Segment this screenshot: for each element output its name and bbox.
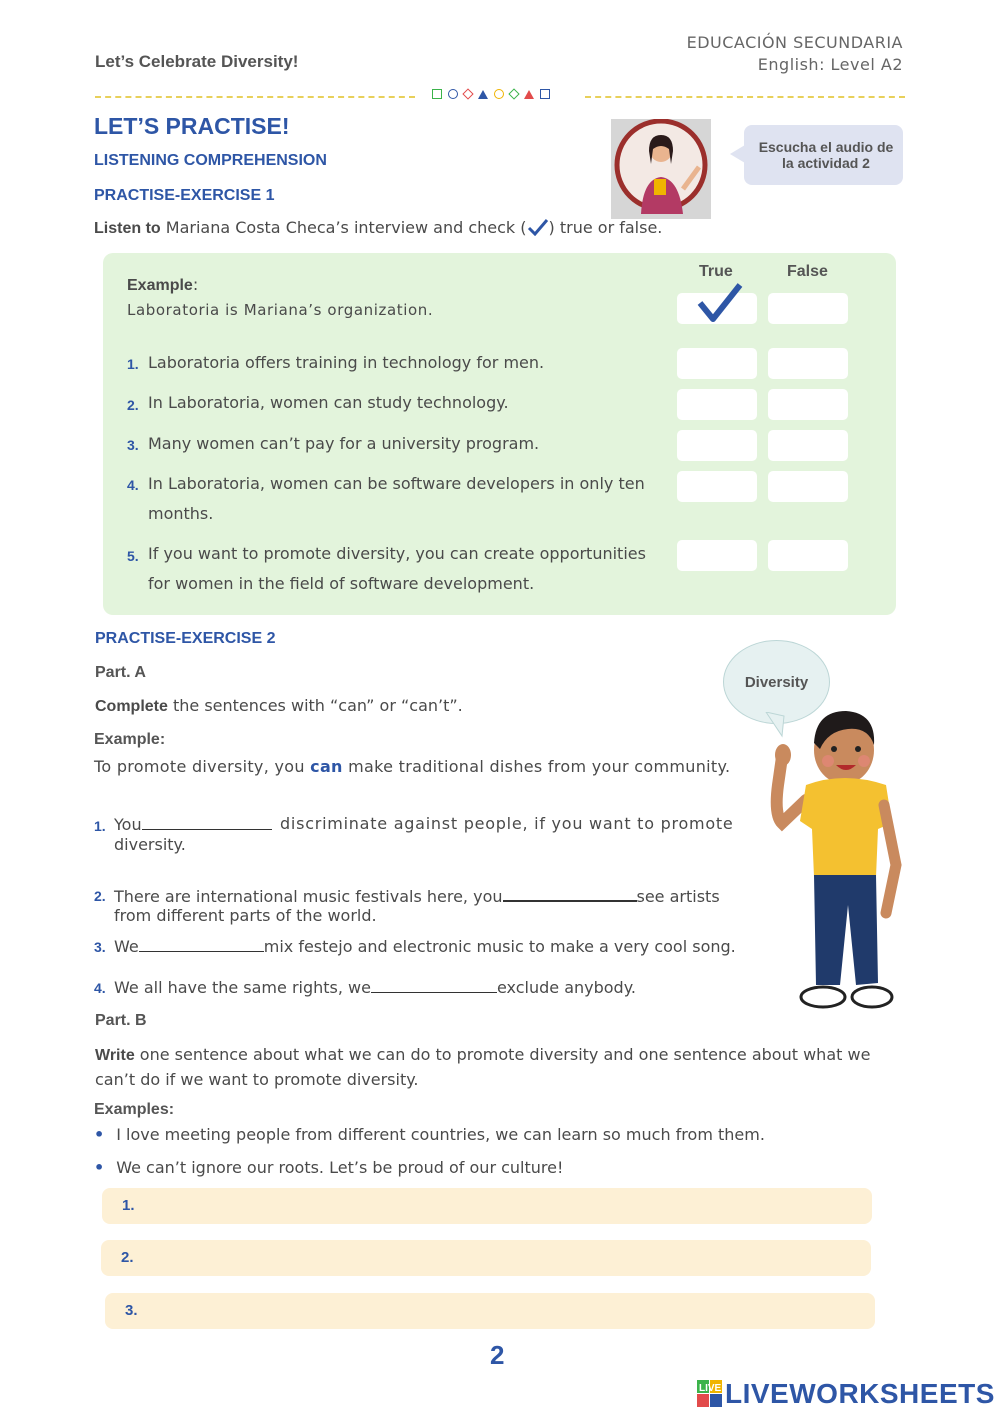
bubble-tail bbox=[730, 145, 745, 163]
answer-field-3[interactable]: 3. bbox=[105, 1293, 875, 1329]
q3-true-box[interactable] bbox=[677, 430, 757, 461]
q4-false-box[interactable] bbox=[768, 471, 848, 502]
exercise1-heading: PRACTISE-EXERCISE 1 bbox=[94, 187, 275, 204]
level-bottom: English: Level A2 bbox=[757, 55, 903, 74]
document-title: Let’s Celebrate Diversity! bbox=[95, 52, 299, 71]
page-number: 2 bbox=[490, 1340, 505, 1370]
col-true-header: True bbox=[699, 263, 733, 280]
example-true-box bbox=[677, 293, 757, 324]
q4-text-line1: In Laboratoria, women can be software developers in only ten bbox=[148, 474, 645, 493]
circle-shape-icon bbox=[448, 89, 458, 99]
bullet-icon: • bbox=[94, 1158, 105, 1177]
header-divider-left bbox=[95, 96, 415, 98]
square-shape-icon bbox=[432, 89, 442, 99]
boy-illustration bbox=[768, 705, 908, 1020]
partA-example-sentence: To promote diversity, you can make traditional dishes from your community. bbox=[94, 757, 731, 776]
example-label: Example: bbox=[127, 275, 199, 294]
blank-2[interactable] bbox=[503, 884, 637, 902]
triangle-shape-icon bbox=[524, 90, 534, 99]
blank-1[interactable] bbox=[142, 813, 272, 830]
circle-shape-icon bbox=[494, 89, 504, 99]
partB-instruction: Write one sentence about what we can do to promote diversity and one sentence about what we can’t do if we want to promote diversity. bbox=[95, 1045, 871, 1089]
q1-text: Laboratoria offers training in technology for men. bbox=[148, 353, 545, 372]
partA-item3-number: 3. bbox=[94, 939, 106, 955]
partA-item2-number: 2. bbox=[94, 888, 106, 904]
liveworksheets-brand: LIVEWORKSHEETS bbox=[725, 1378, 995, 1409]
partA-label: Part. A bbox=[95, 664, 146, 681]
partB-label: Part. B bbox=[95, 1012, 147, 1029]
q5-text-line2: for women in the field of software development. bbox=[148, 574, 535, 593]
level-info bbox=[687, 32, 903, 76]
q4-text-line2: months. bbox=[148, 504, 214, 523]
q1-false-box[interactable] bbox=[768, 348, 848, 379]
section-subheading: LISTENING COMPREHENSION bbox=[94, 152, 327, 169]
decorative-shapes bbox=[432, 89, 550, 99]
logo-letter-l: LIVE bbox=[699, 1383, 722, 1394]
example-false-box bbox=[768, 293, 848, 324]
section-heading: LET’S PRACTISE! bbox=[94, 113, 290, 139]
q2-false-box[interactable] bbox=[768, 389, 848, 420]
partA-item4-number: 4. bbox=[94, 980, 106, 996]
header-divider-right bbox=[585, 96, 905, 98]
exercise2-heading: PRACTISE-EXERCISE 2 bbox=[95, 630, 276, 647]
partB-example-1: • I love meeting people from different countries, we can learn so much from them. bbox=[94, 1125, 765, 1144]
partA-instruction: Complete the sentences with “can” or “can’t”. bbox=[95, 696, 463, 715]
diamond-shape-icon bbox=[462, 88, 473, 99]
partB-example-2: • We can’t ignore our roots. Let’s be proud of our culture! bbox=[94, 1158, 564, 1177]
diamond-shape-icon bbox=[508, 88, 519, 99]
q2-true-box[interactable] bbox=[677, 389, 757, 420]
q1-number: 1. bbox=[127, 356, 139, 372]
blank-4[interactable] bbox=[371, 976, 497, 993]
partA-item2-line2: from different parts of the world. bbox=[114, 906, 377, 925]
bullet-icon: • bbox=[94, 1125, 105, 1144]
instruction-end: ) true or false. bbox=[548, 218, 663, 237]
audio-bubble bbox=[744, 125, 903, 185]
liveworksheets-logo-icon bbox=[697, 1380, 723, 1408]
partA-item1-number: 1. bbox=[94, 818, 106, 834]
partB-examples-label: Examples: bbox=[94, 1101, 175, 1118]
q3-number: 3. bbox=[127, 437, 139, 453]
audio-bubble-text: Escucha el audio de la actividad 2 bbox=[758, 139, 894, 171]
check-icon bbox=[527, 218, 549, 236]
exercise1-instruction bbox=[94, 218, 662, 238]
partA-item1-rest: discriminate against people, if you want to promote bbox=[280, 814, 734, 833]
q5-false-box[interactable] bbox=[768, 540, 848, 571]
example-statement: Laboratoria is Mariana’s organization. bbox=[127, 301, 434, 319]
level-top: EDUCACIÓN SECUNDARIA bbox=[686, 33, 903, 52]
partA-example-label: Example: bbox=[94, 731, 166, 748]
partA-item3: We mix festejo and electronic music to make a very cool song. bbox=[114, 937, 736, 956]
answer-field-1[interactable]: 1. bbox=[102, 1188, 872, 1224]
liveworksheets-logo bbox=[697, 1378, 995, 1410]
q5-true-box[interactable] bbox=[677, 540, 757, 571]
partA-item1-line2: diversity. bbox=[114, 835, 186, 854]
q2-number: 2. bbox=[127, 397, 139, 413]
q3-text: Many women can’t pay for a university program. bbox=[148, 434, 540, 453]
square-shape-icon bbox=[540, 89, 550, 99]
instruction-text: Mariana Costa Checa’s interview and check ( bbox=[160, 218, 527, 237]
answer-field-2[interactable]: 2. bbox=[101, 1240, 871, 1276]
partA-item1-row: You bbox=[114, 813, 748, 836]
q5-number: 5. bbox=[127, 548, 139, 564]
partA-item2: There are international music festivals here, you see artists bbox=[114, 884, 720, 908]
mariana-portrait bbox=[611, 119, 711, 219]
q2-text: In Laboratoria, women can study technology. bbox=[148, 393, 509, 412]
instruction-bold: Listen to bbox=[94, 220, 161, 237]
q4-number: 4. bbox=[127, 477, 139, 493]
diversity-bubble-text: Diversity bbox=[744, 674, 809, 691]
q1-true-box[interactable] bbox=[677, 348, 757, 379]
partA-item4: We all have the same rights, we exclude anybody. bbox=[114, 978, 636, 997]
blank-3[interactable] bbox=[139, 935, 264, 952]
q5-text-line1: If you want to promote diversity, you can create opportunities bbox=[148, 544, 646, 563]
triangle-shape-icon bbox=[478, 90, 488, 99]
col-false-header: False bbox=[787, 263, 828, 280]
q3-false-box[interactable] bbox=[768, 430, 848, 461]
check-icon bbox=[695, 281, 745, 325]
q4-true-box[interactable] bbox=[677, 471, 757, 502]
